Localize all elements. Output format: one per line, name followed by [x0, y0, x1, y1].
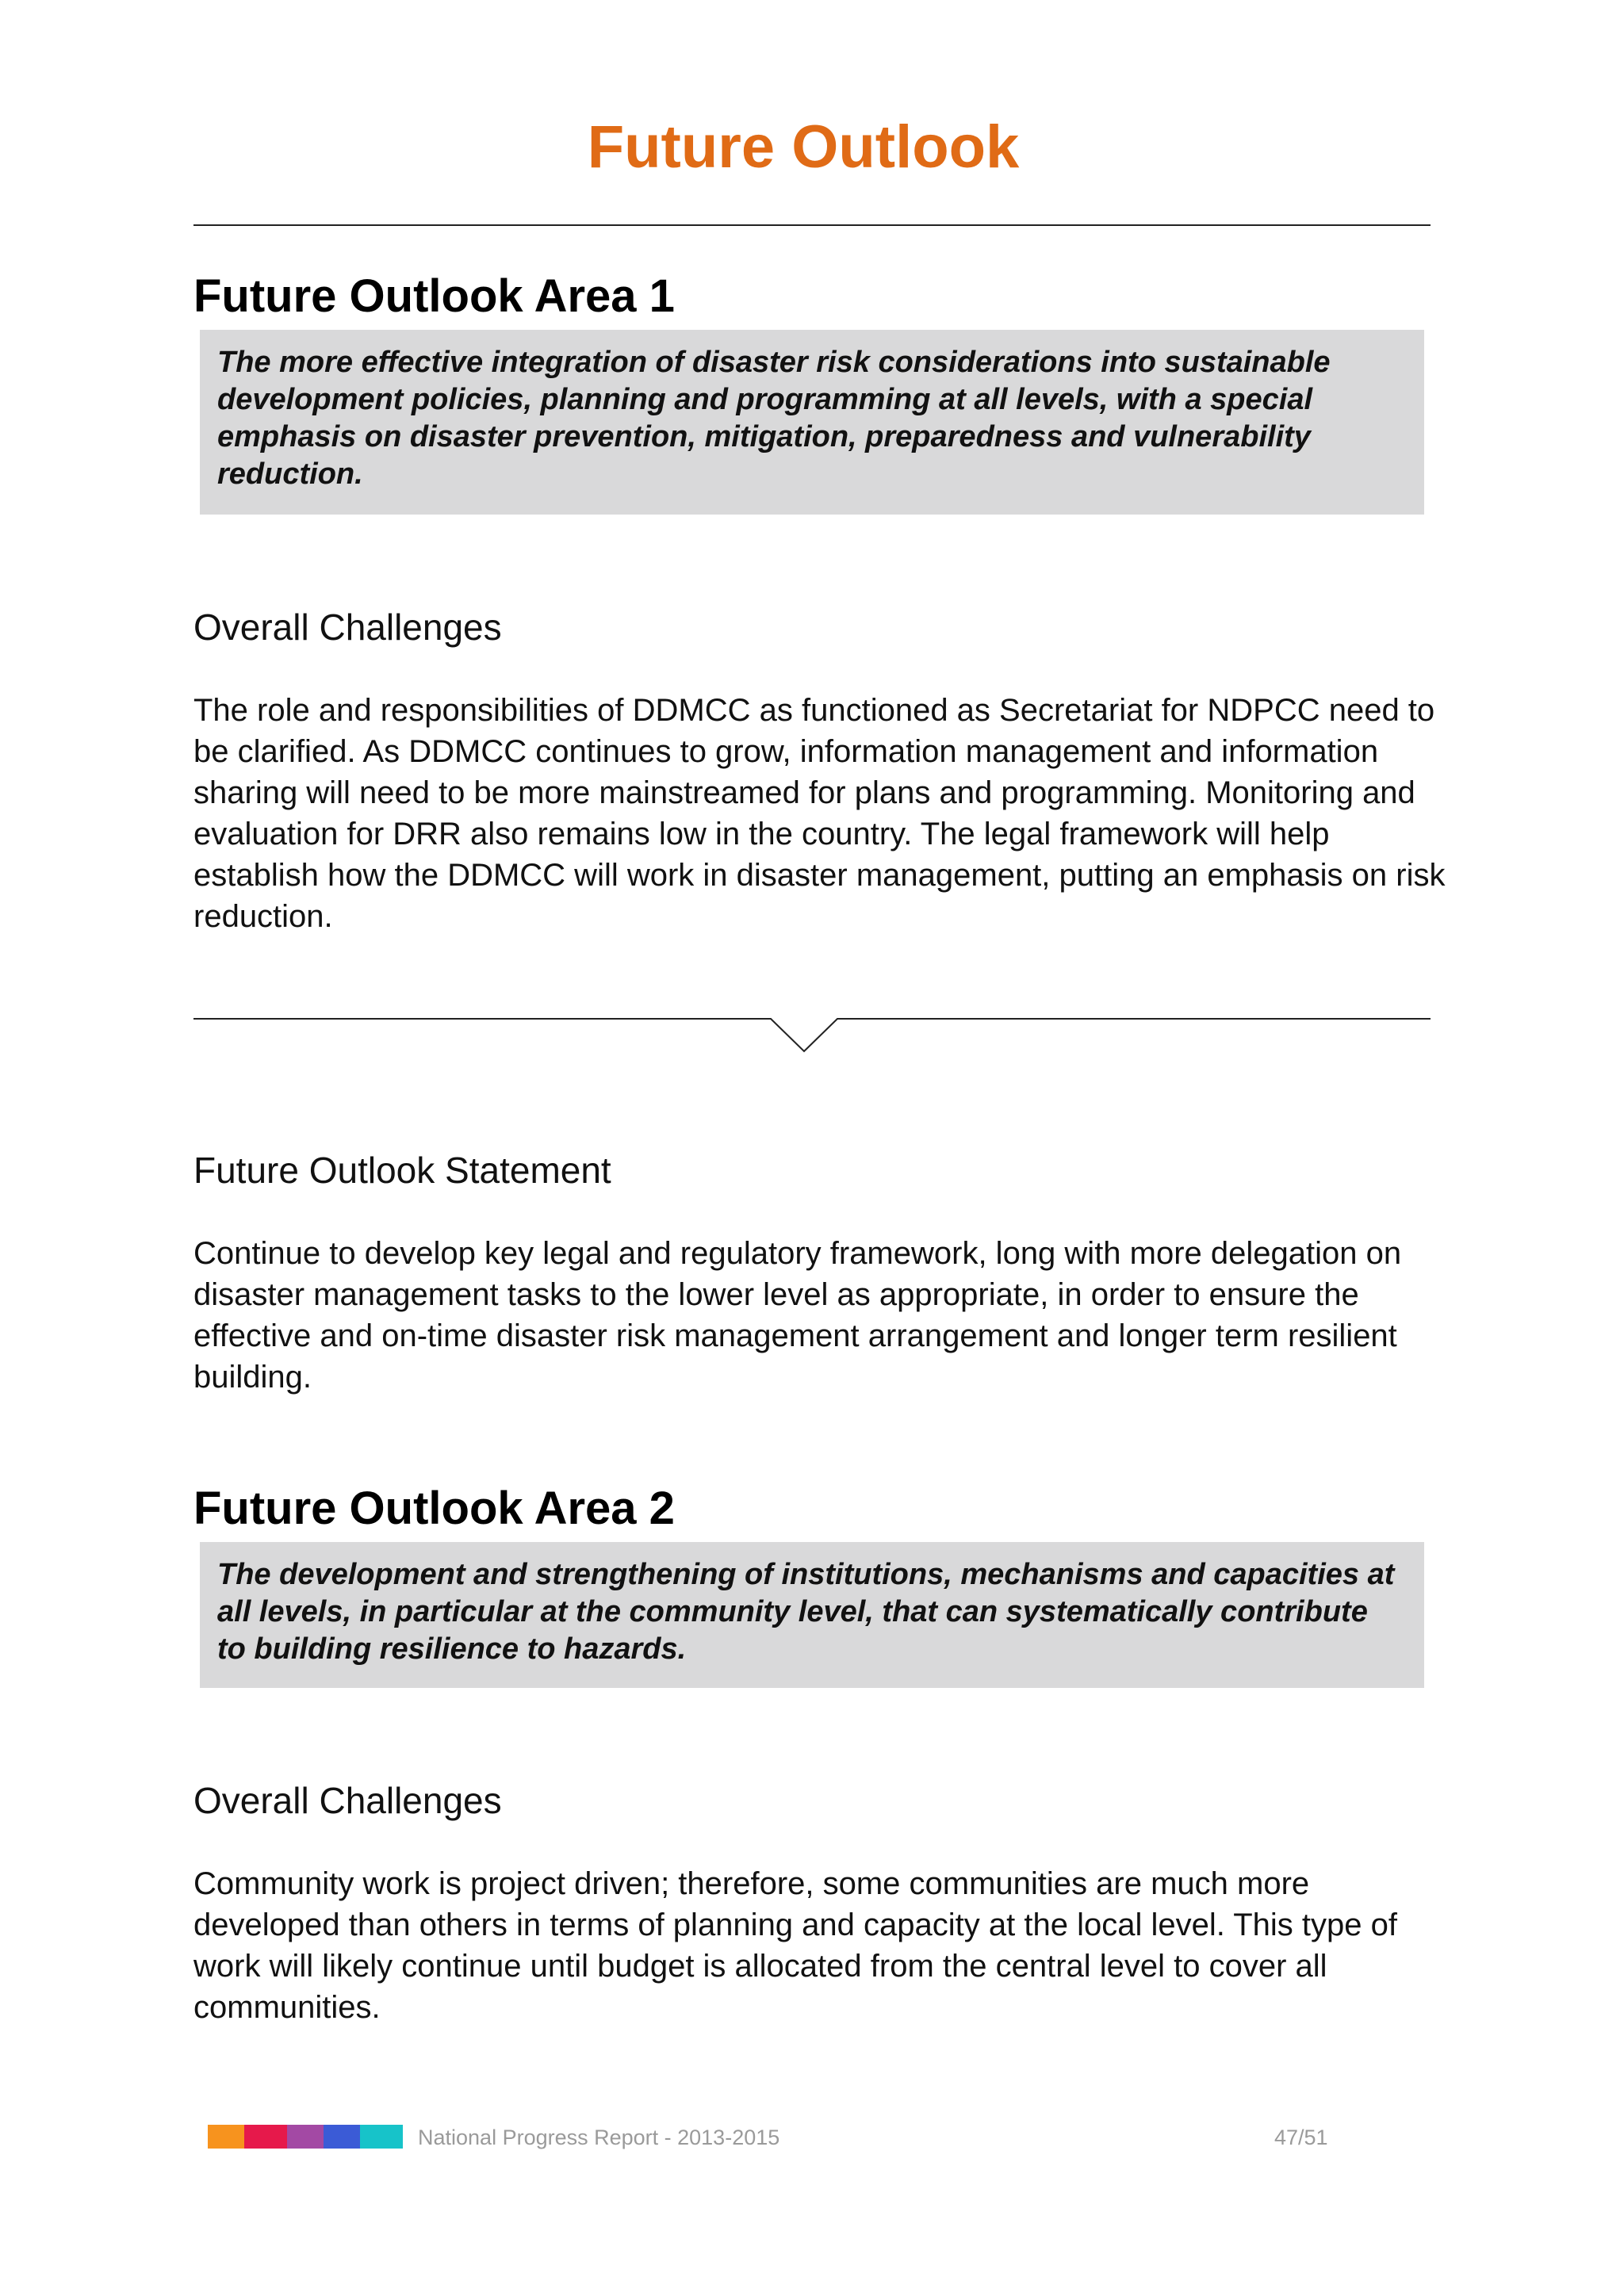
logo-segment — [324, 2125, 360, 2149]
area-2-goal-text: The development and strengthening of institutions, mechanisms and capacities at all levels, in particular at the community level, that can systematically contribute to building resilience to hazards. — [217, 1558, 1395, 1666]
area-1-challenges-text: The role and responsibilities of DDMCC as functioned as Secretariat for NDPCC need to be clarified. As DDMCC continues to grow, information management and information sharing will need to be more mainstreamed for plans and programming. Monitoring and evaluation for DRR also remains low in the country. The legal framework will help establish how the DDMCC will work in disaster management, putting an emphasis on risk reduction. — [193, 693, 1446, 934]
area-1-goal-box — [200, 330, 1424, 515]
footer-report-name: National Progress Report - 2013-2015 — [418, 2126, 780, 2149]
logo-segment — [208, 2125, 244, 2149]
area-2-heading: Future Outlook Area 2 — [193, 1483, 675, 1534]
report-logo — [208, 2125, 403, 2149]
area-2-goal-box — [200, 1542, 1424, 1688]
area-1-statement-text: Continue to develop key legal and regulatory framework, long with more delegation on disaster management tasks to the lower level as appropriate, in order to ensure the effective and on-time disaster risk management arrangement and longer term resilient building. — [193, 1236, 1402, 1395]
area-1-challenges-heading: Overall Challenges — [193, 607, 502, 648]
title-rule — [193, 224, 1431, 226]
page-number: 47/51 — [1274, 2126, 1328, 2149]
area-1-goal-text: The more effective integration of disaster risk considerations into sustainable development policies, planning and programming at all levels, with a special emphasis on disaster prevention, mitigation, preparedness and vulnerability reduction. — [217, 346, 1331, 491]
logo-segment — [360, 2125, 403, 2149]
page-title: Future Outlook — [587, 113, 1020, 181]
divider-chevron-line — [193, 1019, 1431, 1051]
area-2-challenges-text: Community work is project driven; therefore, some communities are much more developed than others in terms of planning and capacity at the local level. This type of work will likely continue until budget is allocated from the central level to cover all communities. — [193, 1866, 1397, 2025]
area-1-heading: Future Outlook Area 1 — [193, 270, 675, 322]
logo-segment — [244, 2125, 287, 2149]
area-1-statement-heading: Future Outlook Statement — [193, 1150, 611, 1191]
section-divider — [193, 1007, 1431, 1058]
area-2-challenges-heading: Overall Challenges — [193, 1780, 502, 1821]
logo-segment — [287, 2125, 324, 2149]
